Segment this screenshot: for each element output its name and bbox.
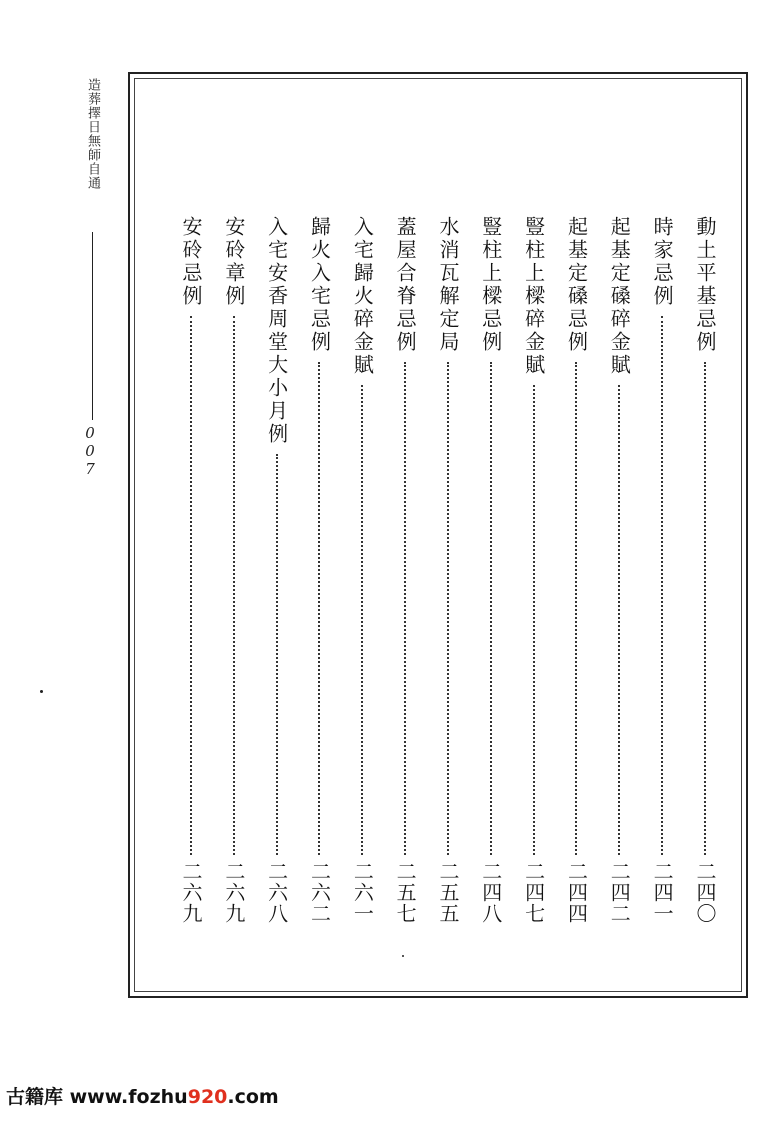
- watermark-prefix: 古籍库 www.fozhu: [6, 1086, 188, 1108]
- toc-entry-page: 二四一: [650, 861, 675, 924]
- dot-leader: [618, 385, 620, 855]
- dot-leader: [533, 385, 535, 855]
- toc-entry-title: 時家忌例: [650, 216, 675, 308]
- toc-entry-title: 豎柱上樑忌例: [478, 216, 503, 354]
- watermark-suffix: .com: [227, 1086, 279, 1108]
- toc-entry-title: 入宅安香周堂大小月例: [264, 216, 289, 446]
- toc-entry[interactable]: [221, 216, 247, 924]
- dot-leader: [575, 362, 577, 855]
- dot-leader: [233, 316, 235, 855]
- toc-entry-page: 二四四: [564, 861, 589, 924]
- toc-entry-title: 入宅歸火碎金賦: [350, 216, 375, 377]
- scan-speck: [40, 690, 43, 693]
- toc-entry[interactable]: [392, 216, 418, 924]
- toc-entry-page: 二六九: [221, 861, 246, 924]
- running-title: 造葬擇日無師自通: [85, 78, 100, 190]
- site-watermark[interactable]: [6, 1082, 279, 1109]
- toc-entry-page: 二六八: [264, 861, 289, 924]
- toc-entry[interactable]: [521, 216, 547, 924]
- toc-entry[interactable]: [692, 216, 718, 924]
- toc-entry-page: 二四二: [607, 861, 632, 924]
- toc-entry-title: 水消瓦解定局: [435, 216, 460, 354]
- toc-entry[interactable]: [478, 216, 504, 924]
- watermark-number: 920: [187, 1086, 228, 1108]
- toc-entry[interactable]: [264, 216, 290, 924]
- toc-entry[interactable]: [306, 216, 332, 924]
- toc-entry-page: 二四〇: [692, 861, 717, 924]
- dot-leader: [661, 316, 663, 855]
- toc-entry[interactable]: [563, 216, 589, 924]
- dot-leader: [276, 454, 278, 855]
- toc-entry-title: 起基定磉忌例: [564, 216, 589, 354]
- toc-entry[interactable]: [606, 216, 632, 924]
- dot-leader: [404, 362, 406, 855]
- dot-leader: [704, 362, 706, 855]
- toc-entry-title: 動土平基忌例: [692, 216, 717, 354]
- toc-entry-page: 二五七: [393, 861, 418, 924]
- dot-leader: [318, 362, 320, 855]
- toc-entry-page: 二六九: [179, 861, 203, 924]
- margin-rule: [92, 232, 93, 420]
- toc-entry[interactable]: [649, 216, 675, 924]
- dot-leader: [447, 362, 449, 855]
- toc-entry-title: 安砱忌例: [179, 216, 203, 308]
- dot-leader: [361, 385, 363, 855]
- dot-leader: [490, 362, 492, 855]
- toc-entry-title: 安砱章例: [221, 216, 246, 308]
- toc-entry-page: 二六一: [350, 861, 375, 924]
- toc-entry[interactable]: [349, 216, 375, 924]
- toc-entry-page: 二四七: [521, 861, 546, 924]
- toc-entry-title: 蓋屋合脊忌例: [393, 216, 418, 354]
- toc-entry-title: 歸火入宅忌例: [307, 216, 332, 354]
- toc-entry[interactable]: [178, 216, 204, 924]
- toc-entry-title: 豎柱上樑碎金賦: [521, 216, 546, 377]
- dot-leader: [190, 316, 192, 855]
- toc-entry-page: 二六二: [307, 861, 332, 924]
- toc-entry-title: 起基定磉碎金賦: [607, 216, 632, 377]
- page-number: 007: [81, 424, 99, 478]
- toc-entry[interactable]: [435, 216, 461, 924]
- toc-entry-page: 二五五: [435, 861, 460, 924]
- toc-entry-page: 二四八: [478, 861, 503, 924]
- table-of-contents: [178, 216, 718, 936]
- scan-speck: [402, 955, 404, 957]
